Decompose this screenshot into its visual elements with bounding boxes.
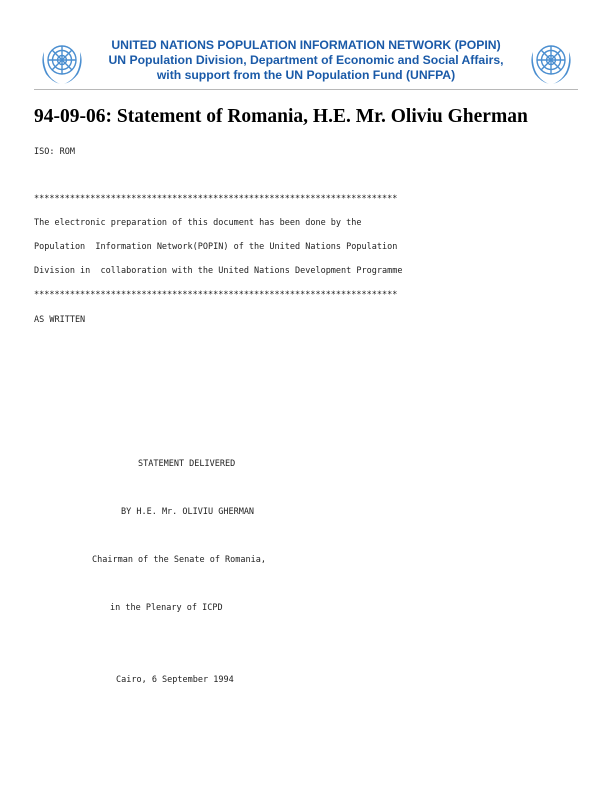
stars-divider-bottom: ***********************************************************************	[34, 290, 398, 300]
un-emblem-icon	[527, 38, 575, 86]
stars-divider-top: ***********************************************************************	[34, 194, 398, 204]
intro-line-1: The electronic preparation of this document has been done by the	[34, 218, 362, 228]
header-line-2: UN Population Division, Department of Economic and Social Affairs,	[108, 53, 504, 67]
speaker-line: BY H.E. Mr. OLIVIU GHERMAN	[121, 507, 255, 517]
header-divider	[34, 89, 578, 90]
statement-delivered-heading: STATEMENT DELIVERED	[138, 459, 236, 469]
header-line-1: UNITED NATIONS POPULATION INFORMATION NETWORK (POPIN)	[111, 38, 501, 52]
header-line-3: with support from the UN Population Fund (UNFPA)	[156, 68, 456, 82]
iso-code: ISO: ROM	[34, 147, 75, 157]
venue-line: in the Plenary of ICPD	[110, 603, 223, 613]
intro-line-3: Division in collaboration with the United Nations Development Programme	[34, 266, 403, 276]
header-title-block	[90, 38, 522, 83]
speaker-title-line: Chairman of the Senate of Romania,	[92, 555, 266, 565]
as-written-label: AS WRITTEN	[34, 315, 86, 325]
intro-line-2: Population Information Network(POPIN) of the United Nations Population	[34, 242, 398, 252]
place-date-line: Cairo, 6 September 1994	[116, 675, 234, 685]
un-emblem-icon	[38, 38, 86, 86]
page-title: 94-09-06: Statement of Romania, H.E. Mr. Oliviu Gherman	[34, 106, 528, 127]
page-header	[0, 0, 612, 92]
